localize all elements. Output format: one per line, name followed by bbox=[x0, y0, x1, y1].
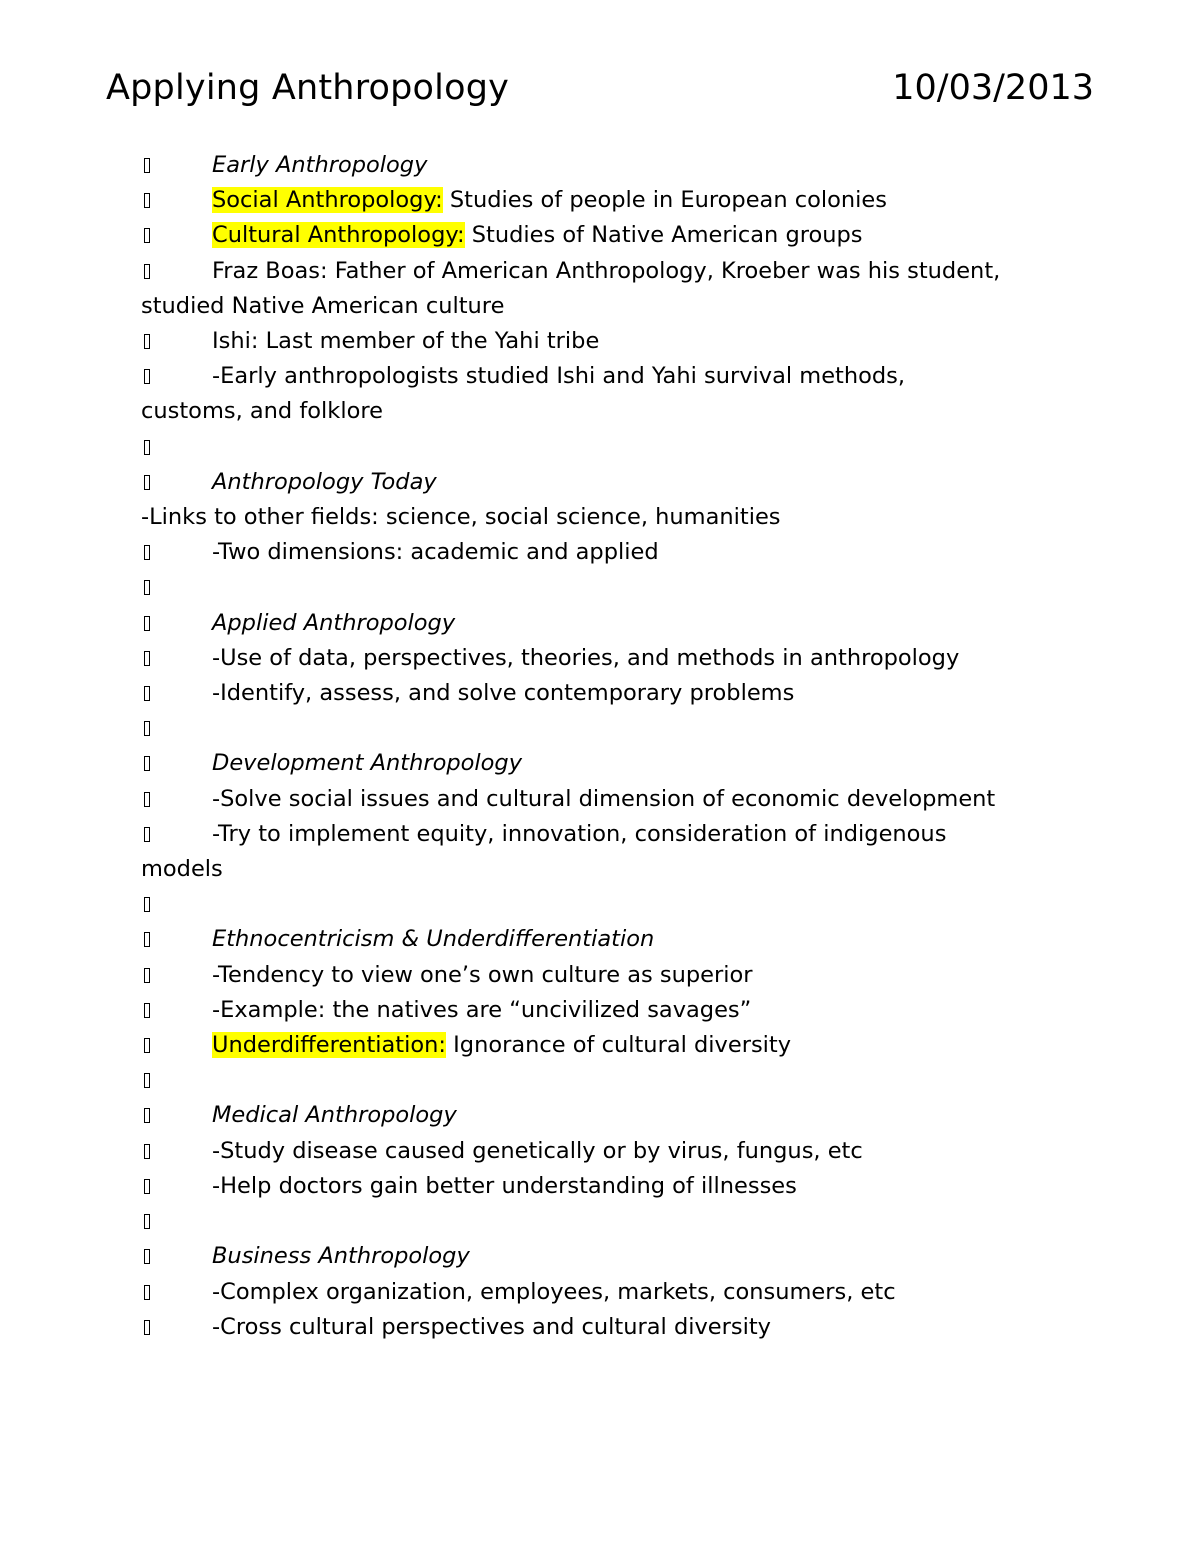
note-text: models bbox=[141, 856, 223, 883]
note-line bbox=[141, 958, 1101, 993]
section-heading: Early Anthropology bbox=[212, 152, 428, 178]
note-text: -Two dimensions: academic and applied bbox=[212, 539, 659, 566]
notes-list bbox=[141, 148, 1101, 1345]
note-line bbox=[141, 218, 1101, 253]
note-text: -Complex organization, employees, markets, consumers, etc bbox=[212, 1278, 896, 1305]
note-line bbox=[141, 1028, 1101, 1063]
note-text: -Try to implement equity, innovation, consideration of indigenous bbox=[212, 820, 947, 847]
document-header bbox=[106, 68, 1094, 120]
note-line bbox=[141, 324, 1101, 359]
note-line bbox=[141, 676, 1101, 711]
note-text: Ignorance of cultural diversity bbox=[446, 1032, 792, 1059]
section-heading: Business Anthropology bbox=[212, 1243, 470, 1270]
note-line bbox=[141, 817, 1101, 852]
note-line bbox=[141, 1134, 1101, 1169]
section-heading: Ethnocentricism & Underdifferentiation bbox=[212, 926, 655, 953]
note-line bbox=[141, 430, 1101, 465]
note-line bbox=[141, 1310, 1101, 1345]
note-line bbox=[141, 359, 1101, 394]
section-heading: Anthropology Today bbox=[212, 468, 437, 495]
note-text: -Help doctors gain better understanding of illnesses bbox=[212, 1172, 797, 1199]
highlighted-term: Social Anthropology: bbox=[212, 187, 443, 214]
section-heading-line bbox=[141, 465, 1101, 500]
note-line bbox=[141, 1275, 1101, 1310]
note-text: Fraz Boas: Father of American Anthropology, Kroeber was his student, bbox=[212, 257, 1001, 284]
note-line bbox=[141, 782, 1101, 817]
note-line bbox=[141, 1169, 1101, 1204]
section-heading-line bbox=[141, 922, 1101, 957]
note-text: customs, and folklore bbox=[141, 398, 383, 425]
section-heading-line bbox=[141, 606, 1101, 641]
note-text: -Identify, assess, and solve contemporary problems bbox=[212, 680, 795, 707]
note-text: Studies of Native American groups bbox=[464, 222, 863, 249]
note-text: -Use of data, perspectives, theories, and methods in anthropology bbox=[212, 644, 960, 671]
document-date: 10/03/2013 bbox=[892, 68, 1094, 108]
note-text: Ishi: Last member of the Yahi tribe bbox=[212, 328, 600, 355]
note-line bbox=[141, 289, 1101, 324]
note-line bbox=[141, 394, 1101, 429]
note-text: -Example: the natives are “uncivilized savages” bbox=[212, 996, 752, 1023]
section-heading-line bbox=[141, 746, 1101, 781]
note-text: -Cross cultural perspectives and cultural diversity bbox=[212, 1313, 771, 1340]
section-heading-line bbox=[141, 1098, 1101, 1133]
note-line bbox=[141, 711, 1101, 746]
section-heading: Development Anthropology bbox=[212, 750, 523, 777]
note-line bbox=[141, 993, 1101, 1028]
note-line bbox=[141, 887, 1101, 922]
note-text: -Study disease caused genetically or by virus, fungus, etc bbox=[212, 1137, 863, 1164]
highlighted-term: Cultural Anthropology: bbox=[212, 222, 465, 249]
note-line bbox=[141, 1063, 1101, 1098]
section-heading-line bbox=[141, 1239, 1101, 1274]
note-text: Studies of people in European colonies bbox=[442, 187, 887, 214]
highlighted-term: Underdifferentiation: bbox=[212, 1032, 446, 1059]
note-text: -Links to other fields: science, social science, humanities bbox=[141, 504, 781, 531]
note-line bbox=[141, 1204, 1101, 1239]
note-text: -Tendency to view one’s own culture as superior bbox=[212, 961, 753, 988]
note-line bbox=[141, 254, 1101, 289]
note-text: -Early anthropologists studied Ishi and Yahi survival methods, bbox=[212, 363, 906, 390]
note-text: studied Native American culture bbox=[141, 292, 505, 319]
section-heading-line bbox=[141, 148, 1101, 183]
note-text: -Solve social issues and cultural dimension of economic development bbox=[212, 785, 996, 812]
note-line bbox=[141, 500, 1101, 535]
note-line bbox=[141, 641, 1101, 676]
note-line bbox=[141, 852, 1101, 887]
note-line bbox=[141, 183, 1101, 218]
section-heading: Medical Anthropology bbox=[212, 1102, 457, 1129]
section-heading: Applied Anthropology bbox=[212, 609, 456, 636]
note-line bbox=[141, 535, 1101, 570]
note-line bbox=[141, 570, 1101, 605]
document-title: Applying Anthropology bbox=[106, 68, 510, 108]
